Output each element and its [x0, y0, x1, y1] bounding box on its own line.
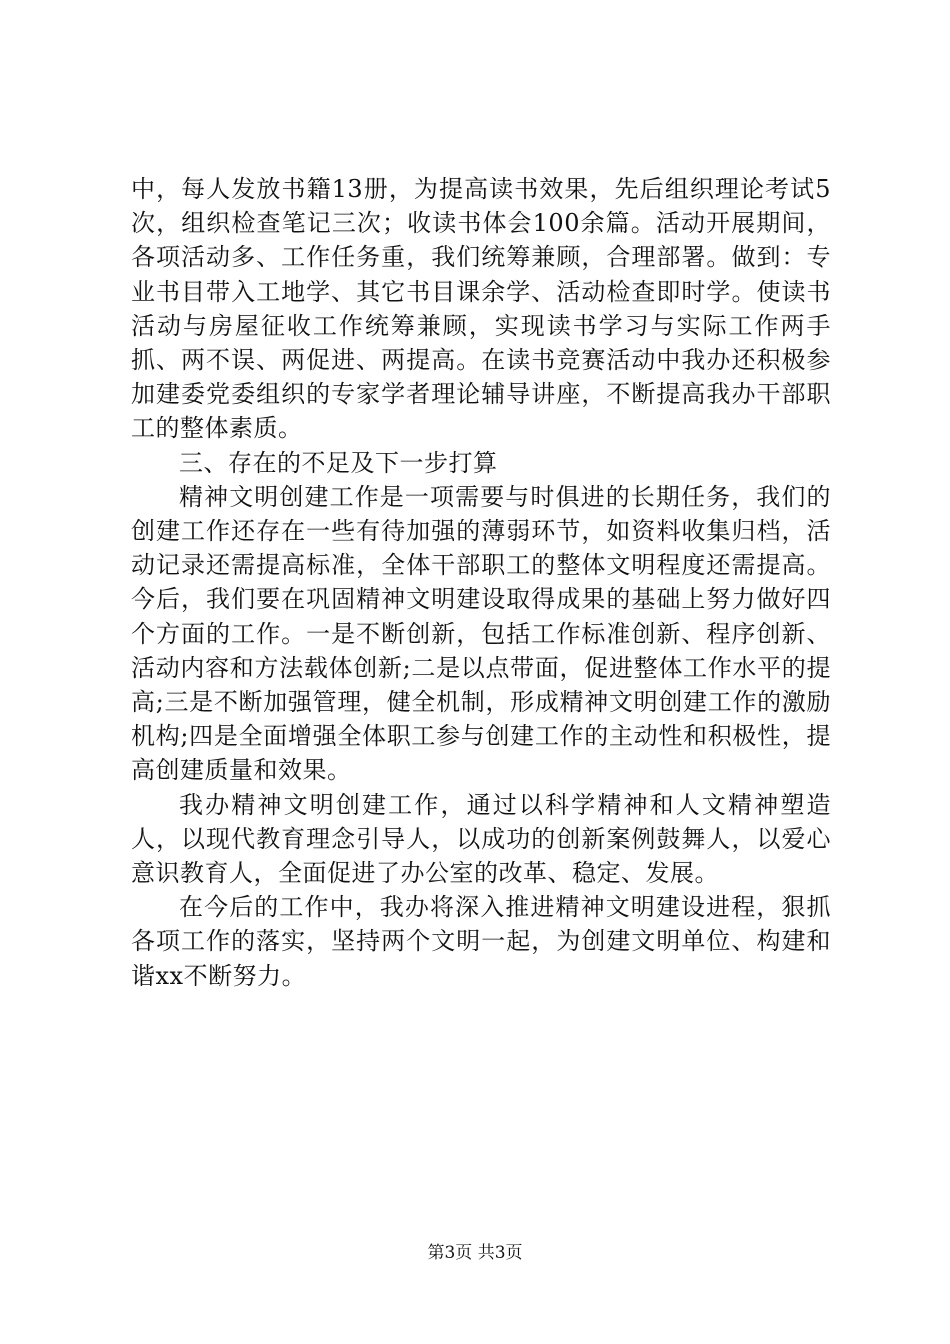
- page-footer: 第3页 共3页: [427, 1243, 523, 1263]
- paragraph-continued: 中，每人发放书籍13册，为提高读书效果，先后组织理论考试5次，组织检查笔记三次；收读书体会100余篇。活动开展期间，各项活动多、工作任务重，我们统筹兼顾，合理部署。做到：专业书目带入工地学、其它书目课余学、活动检查即时学。使读书活动与房屋征收工作统筹兼顾，实现读书学习与实际工作两手抓、两不误、两促进、两提高。在读书竞赛活动中我办还积极参加建委党委组织的专家学者理论辅导讲座，不断提高我办干部职工的整体素质。: [131, 175, 831, 443]
- paragraph-summary: 我办精神文明创建工作，通过以科学精神和人文精神塑造人，以现代教育理念引导人，以成功的创新案例鼓舞人，以爱心意识教育人，全面促进了办公室的改革、稳定、发展。: [131, 790, 831, 888]
- paragraph-future-work: 在今后的工作中，我办将深入推进精神文明建设进程，狠抓各项工作的落实，坚持两个文明一起，为创建文明单位、构建和谐xx不断努力。: [131, 893, 831, 990]
- document-body: [131, 172, 831, 993]
- section-heading: 三、存在的不足及下一步打算: [179, 448, 498, 477]
- paragraph-shortcomings: 精神文明创建工作是一项需要与时俱进的长期任务，我们的创建工作还存在一些有待加强的薄弱环节，如资料收集归档，活动记录还需提高标准，全体干部职工的整体文明程度还需提高。今后，我们要在巩固精神文明建设取得成果的基础上努力做好四个方面的工作。一是不断创新，包括工作标准创新、程序创新、活动内容和方法载体创新;二是以点带面，促进整体工作水平的提高;三是不断加强管理，健全机制，形成精神文明创建工作的激励机构;四是全面增强全体职工参与创建工作的主动性和积极性，提高创建质量和效果。: [131, 482, 831, 785]
